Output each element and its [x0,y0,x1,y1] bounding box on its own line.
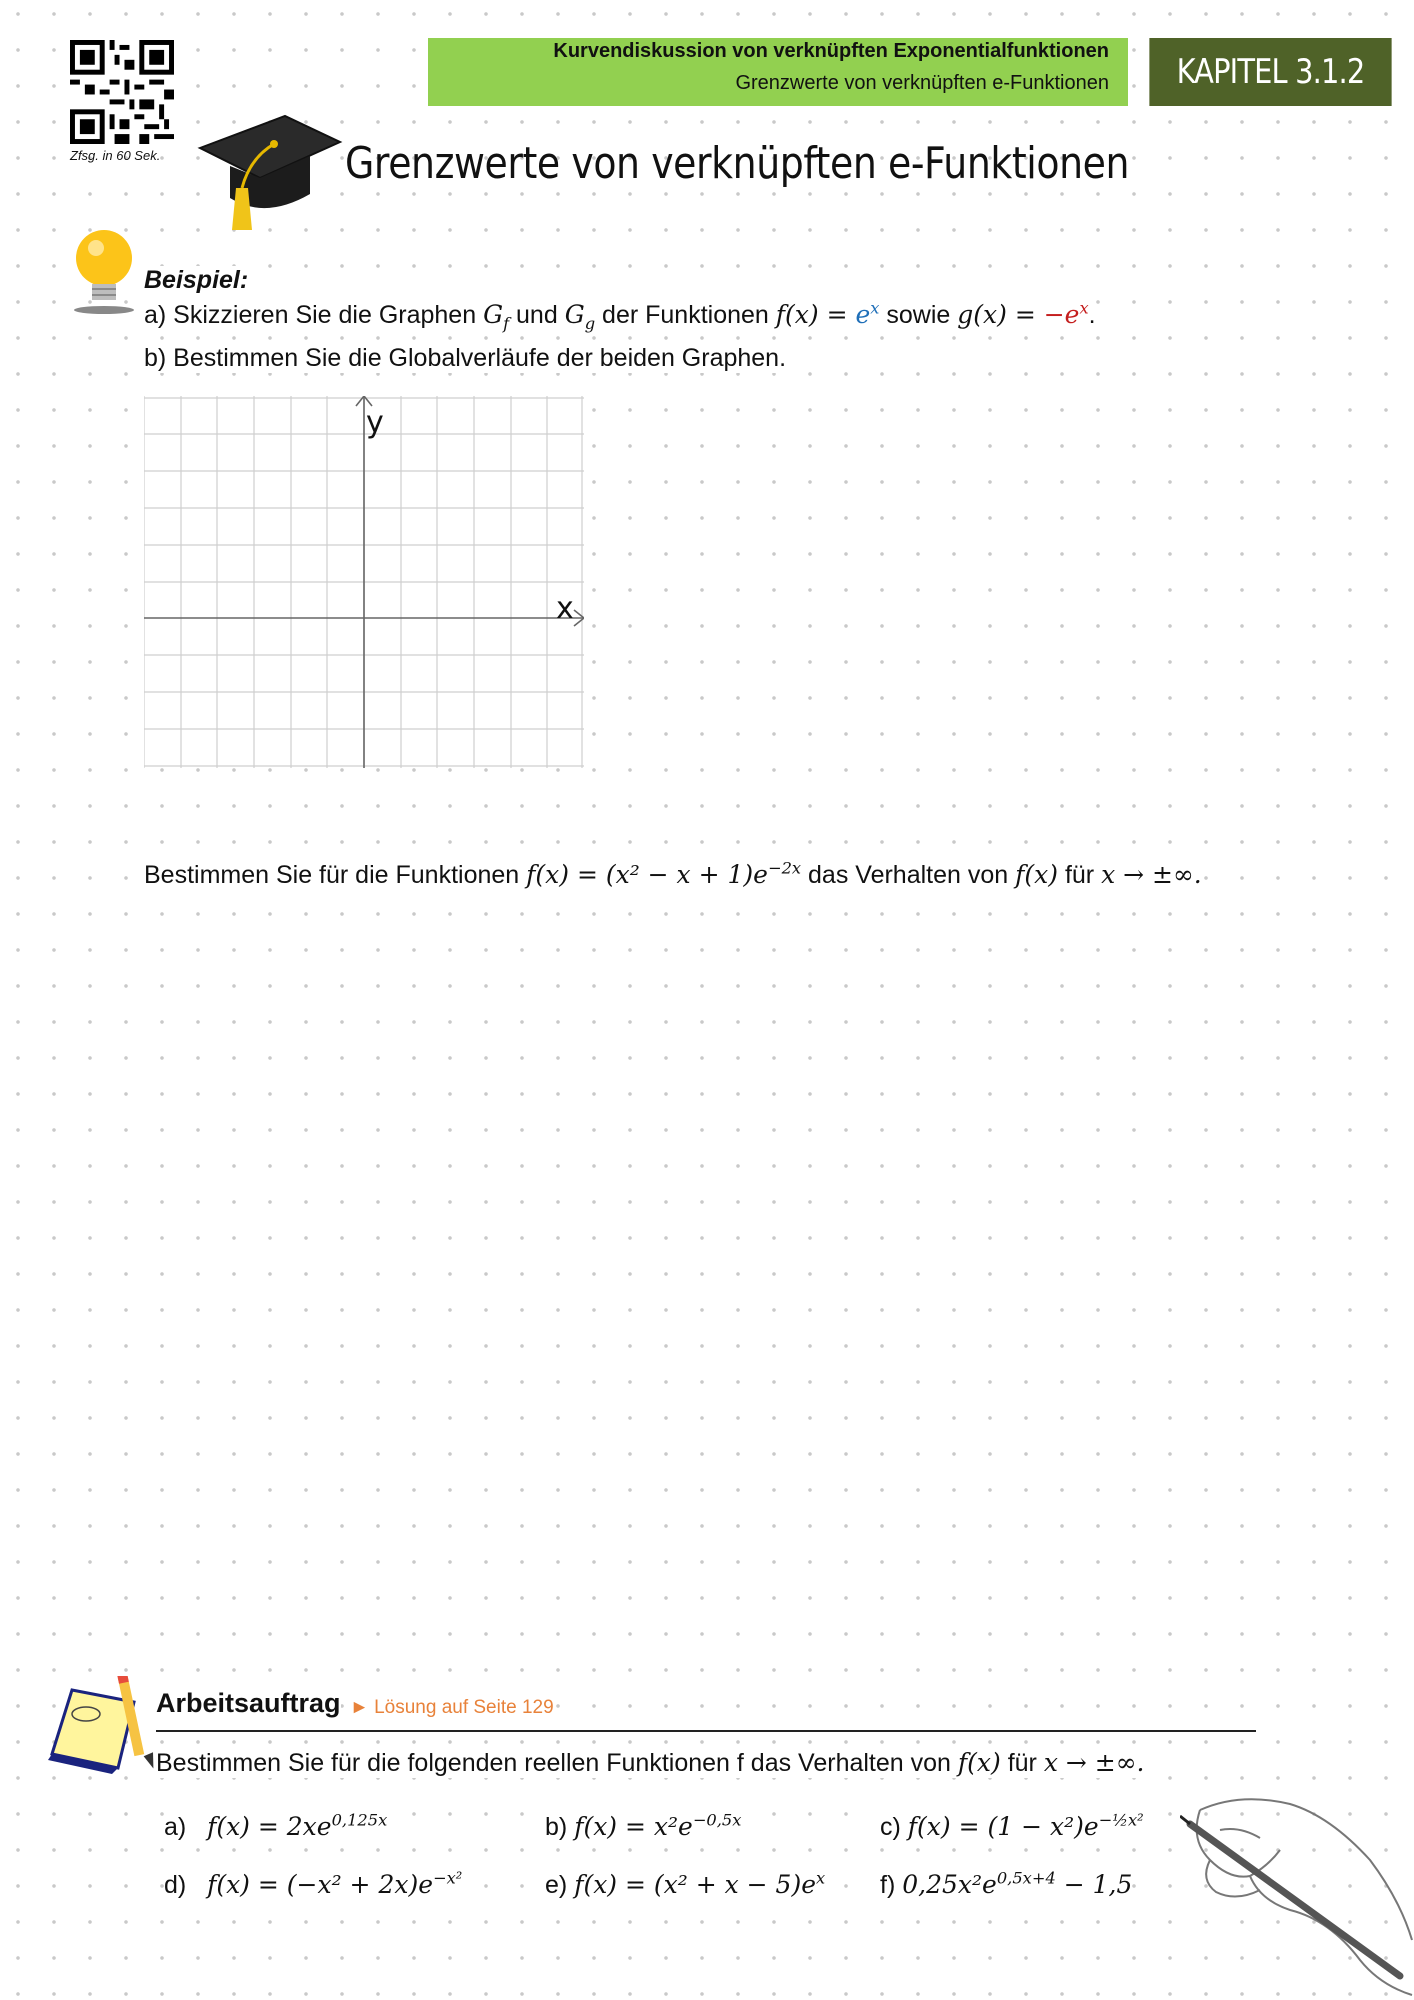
lightbulb-icon [64,226,144,316]
exercise-label: f) [880,1871,896,1899]
exercise-exp: x [816,1868,826,1888]
task-a-mid: der Funktionen [602,301,769,329]
q2-limit: x → ±∞. [1101,860,1202,889]
coordinate-grid[interactable] [144,396,584,768]
exercise-a [164,1812,387,1842]
gg-sub: g [584,314,596,333]
exercise-f [880,1870,1132,1900]
solution-link[interactable]: ► Lösung auf Seite 129 [350,1697,554,1718]
task-a-und: und [516,301,558,329]
assignment-divider [156,1730,1256,1732]
exercise-exp: 0,5x+4 [996,1868,1056,1888]
x-axis-label: x [556,591,574,626]
task-a [144,298,1096,333]
assignment-instruction [156,1748,1145,1778]
header-subtopic: Grenzwerte von verknüpften e-Funktionen [735,72,1109,94]
page-title: Grenzwerte von verknüpften e-Funktionen [345,138,1130,189]
exercise-base: f(x) = (x² + x − 5)e [574,1870,816,1899]
exercise-base: f(x) = x²e [574,1812,693,1841]
task-a-sowie: sowie [886,301,951,329]
exercise-base: 0,25x²e [902,1870,997,1899]
exercise-label: c) [880,1813,901,1841]
gf-symbol: G [483,300,504,329]
f-exp: x [870,298,880,318]
g-lhs: g(x) = [957,300,1044,329]
instruction-fuer: für [1007,1749,1037,1777]
exercise-base: f(x) = (−x² + 2x)e [207,1870,433,1899]
instruction-prefix: Bestimmen Sie für die folgenden reellen Funktionen f das Verhalten von [156,1749,951,1777]
coordinate-grid-svg [144,396,584,768]
y-axis-label: y [366,405,384,440]
f-lhs: f(x) = [775,300,856,329]
exercise-d [164,1870,462,1900]
exercise-label: e) [545,1871,568,1899]
header-topic: Kurvendiskussion von verknüpften Exponentialfunktionen [553,40,1109,62]
chapter-badge: KAPITEL 3.1.2 [1149,38,1391,106]
notepad-pencil-icon [42,1676,154,1780]
exercise-label: d) [164,1871,187,1899]
assignment-title: Arbeitsauftrag [156,1688,341,1718]
gf-sub: f [503,314,510,333]
exercise-c [880,1812,1144,1842]
exercise-b [545,1812,741,1842]
graduation-cap-icon [190,108,350,238]
exercise-label: a) [164,1813,187,1841]
instruction-limit: x → ±∞. [1043,1748,1145,1777]
qr-caption: Zfsg. in 60 Sek. [70,148,161,163]
exercise-base: f(x) = (1 − x²)e [907,1812,1099,1841]
exercise-exp: −0,5x [692,1810,742,1830]
exercise-exp: −½x² [1098,1810,1144,1830]
q2-func-exp: −2x [767,858,802,878]
q2-fuer: für [1064,861,1095,889]
g-exp: x [1079,298,1089,318]
q2-func: f(x) = (x² − x + 1)e [526,860,768,889]
hand-drawing-icon [1180,1790,1414,2000]
gg-symbol: G [564,300,585,329]
q2-prefix: Bestimmen Sie für die Funktionen [144,861,520,889]
task-a-end: . [1088,301,1096,329]
f-rhs: e [855,300,871,329]
exercise-base: f(x) = 2xe [207,1812,332,1841]
task-b: b) Bestimmen Sie die Globalverläufe der beiden Graphen. [144,344,787,372]
example-heading: Beispiel: [144,266,249,294]
q2-mid: das Verhalten von [808,861,1009,889]
q2-fx: f(x) [1015,860,1058,889]
exercise-tail: − 1,5 [1055,1870,1133,1899]
qr-code-icon[interactable] [70,40,174,144]
exercise-label: b) [545,1813,568,1841]
exercise-exp: −x² [433,1868,463,1888]
instruction-fx: f(x) [957,1748,1001,1777]
exercise-exp: 0,125x [331,1810,388,1830]
g-rhs: −e [1043,300,1080,329]
task-a-prefix: a) Skizzieren Sie die Graphen [144,301,477,329]
exercise-e [545,1870,825,1900]
question-2 [144,860,1202,890]
